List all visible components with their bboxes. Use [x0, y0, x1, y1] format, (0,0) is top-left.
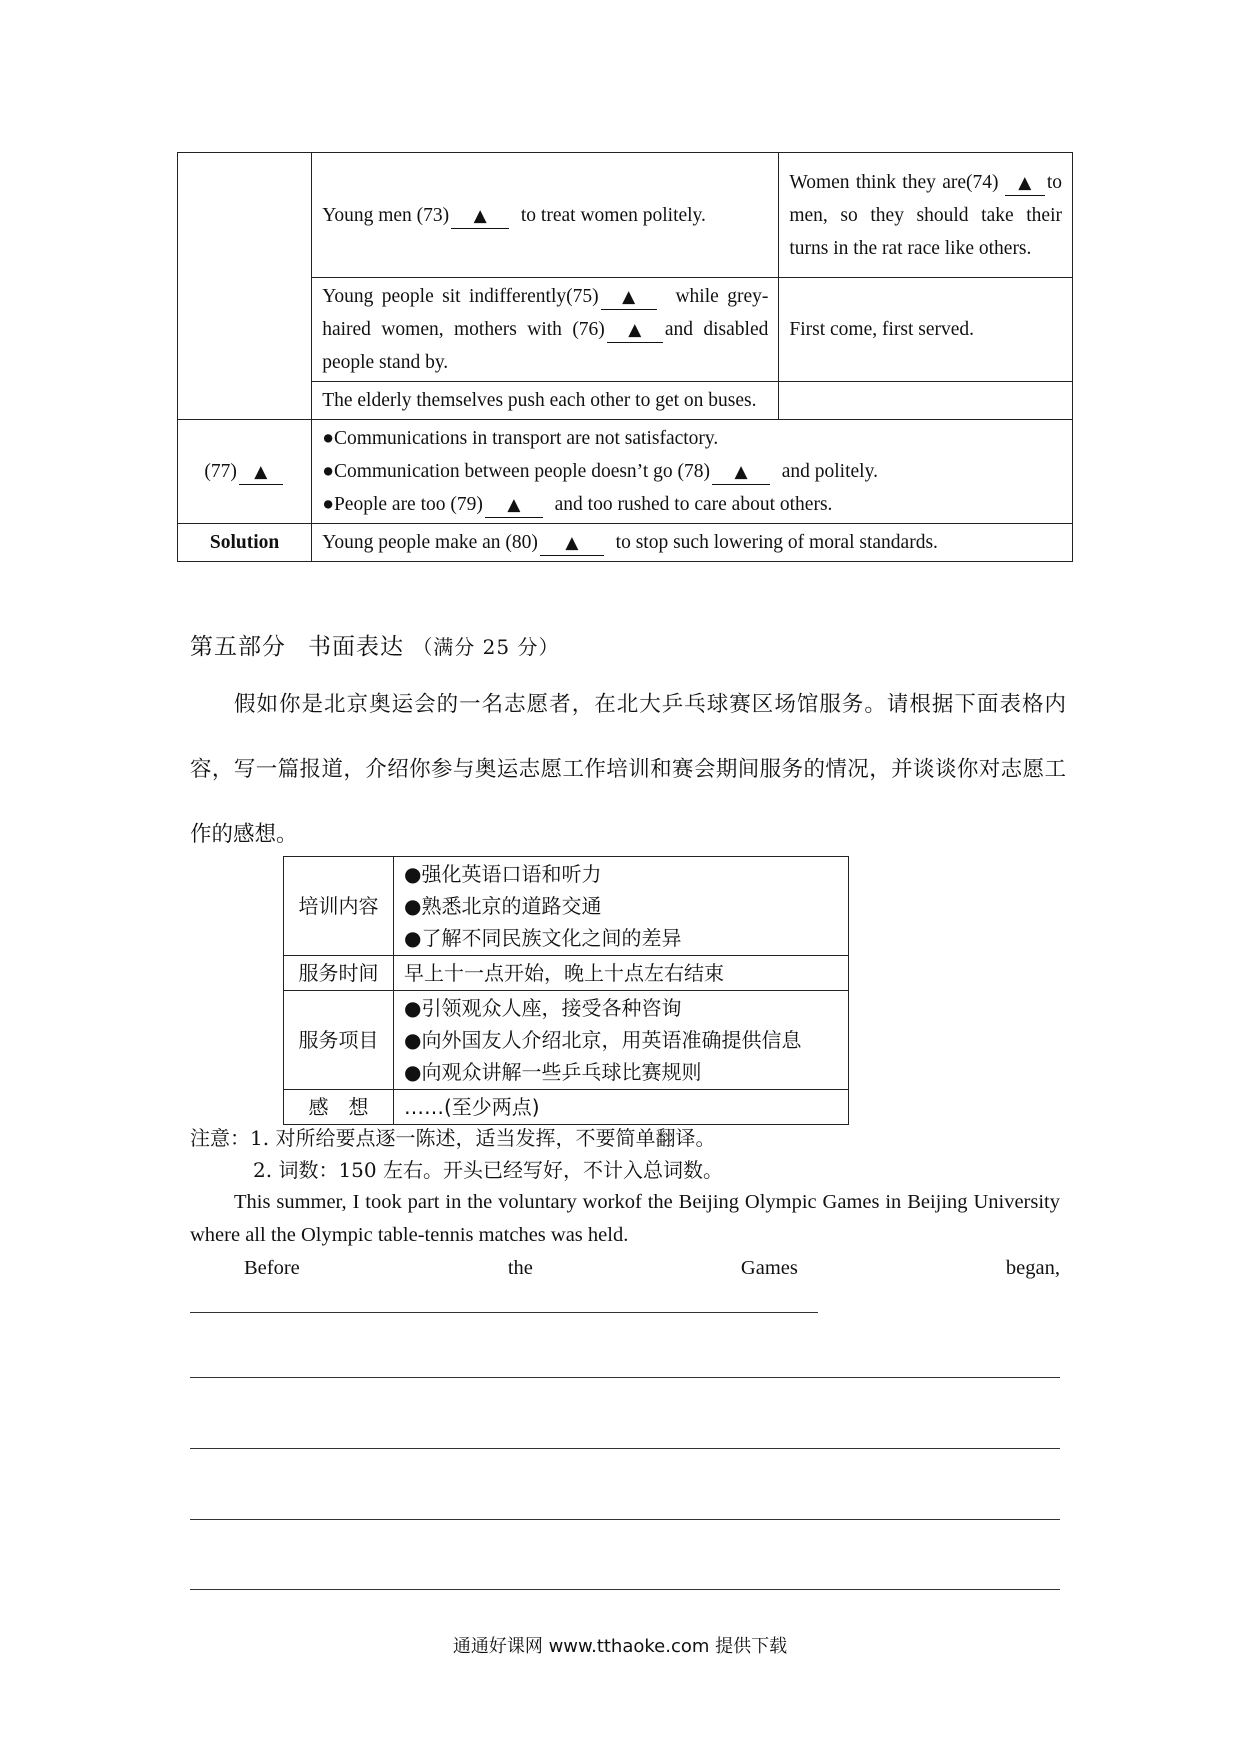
cell-77: (77) ▲: [178, 420, 312, 524]
service-items: ●引领观众人座，接受各种咨询 ●向外国友人介绍北京，用英语准确提供信息 ●向观众讲解一些乒乓球比赛规则: [394, 991, 849, 1090]
answer-blank-80[interactable]: ▲: [540, 531, 604, 556]
cell-solution-label: Solution: [178, 524, 312, 562]
opening-paragraph: This summer, I took part in the voluntary workof the Beijing Olympic Games in Beijing University where all the Olympic table-tennis matches was held.: [190, 1191, 1060, 1246]
answer-blank-79[interactable]: ▲: [485, 493, 543, 518]
answer-blank-73[interactable]: ▲: [451, 204, 509, 229]
time-value: 早上十一点开始，晚上十点左右结束: [394, 956, 849, 991]
writing-line[interactable]: [190, 1589, 1060, 1590]
table-row: [178, 153, 1073, 278]
table-row: [178, 278, 1073, 382]
writing-line[interactable]: [190, 1519, 1060, 1520]
table-row: [284, 1090, 849, 1125]
cell-75-76: Young people sit indifferently(75) ▲ while grey-haired women, mothers with (76) ▲ and disabled people stand by.: [312, 278, 779, 382]
cell-elderly: The elderly themselves push each other to get on buses.: [312, 382, 779, 420]
answer-blank-74[interactable]: ▲: [1005, 171, 1045, 196]
empty-label-cell: [178, 153, 312, 420]
empty-cell: [779, 382, 1073, 420]
answer-blank-78[interactable]: ▲: [712, 460, 770, 485]
writing-prompt: 假如你是北京奥运会的一名志愿者，在北大乒乓球赛区场馆服务。请根据下面表格内容，写一篇报道，介绍你参与奥运志愿工作培训和赛会期间服务的情况，并谈谈你对志愿工作的感想。: [190, 692, 1066, 847]
cell-74: Women think they are(74) ▲ to men, so they should take their turns in the rat race like others.: [779, 153, 1073, 278]
writing-line[interactable]: [190, 1377, 1060, 1378]
opening-before-line: Before the Games began,: [244, 1257, 1060, 1279]
table-row: [284, 991, 849, 1090]
cell-solution: Young people make an (80) ▲ to stop such lowering of moral standards.: [312, 524, 1073, 562]
thoughts-label: 感 想: [284, 1090, 394, 1125]
table-row: [178, 420, 1073, 524]
answer-blank-76[interactable]: ▲: [607, 318, 663, 343]
training-items: ●强化英语口语和听力 ●熟悉北京的道路交通 ●了解不同民族文化之间的差异: [394, 857, 849, 956]
writing-line[interactable]: [190, 1312, 818, 1313]
footer-text: 通通好课网 www.tthaoke.com 提供下载: [452, 1636, 788, 1657]
cell-73: Young men (73) ▲ to treat women politely.: [312, 153, 779, 278]
answer-blank-75[interactable]: ▲: [601, 285, 657, 310]
thoughts-value: ……(至少两点): [394, 1090, 849, 1125]
section-title: 第五部分 书面表达 （满分 25 分）: [190, 634, 560, 660]
answer-blank-77[interactable]: ▲: [239, 460, 283, 485]
table-row: [284, 956, 849, 991]
time-label: 服务时间: [284, 956, 394, 991]
table-row: [178, 524, 1073, 562]
table-row: [178, 382, 1073, 420]
writing-line[interactable]: [190, 1448, 1060, 1449]
notes: 注意：1. 对所给要点逐一陈述，适当发挥，不要简单翻译。 2. 词数：150 左右。开头已经写好，不计入总词数。: [190, 1126, 723, 1182]
cell-first-come: First come, first served.: [779, 278, 1073, 382]
training-label: 培训内容: [284, 857, 394, 956]
cell-communications: ●Communications in transport are not satisfactory. ●Communication between people doesn’t go (78) ▲ and politely. ●People are too (79) ▲ and too rushed to care about others.: [312, 420, 1073, 524]
info-table: [283, 856, 849, 1125]
table-row: [284, 857, 849, 956]
reading-table: [177, 152, 1073, 562]
service-label: 服务项目: [284, 991, 394, 1090]
